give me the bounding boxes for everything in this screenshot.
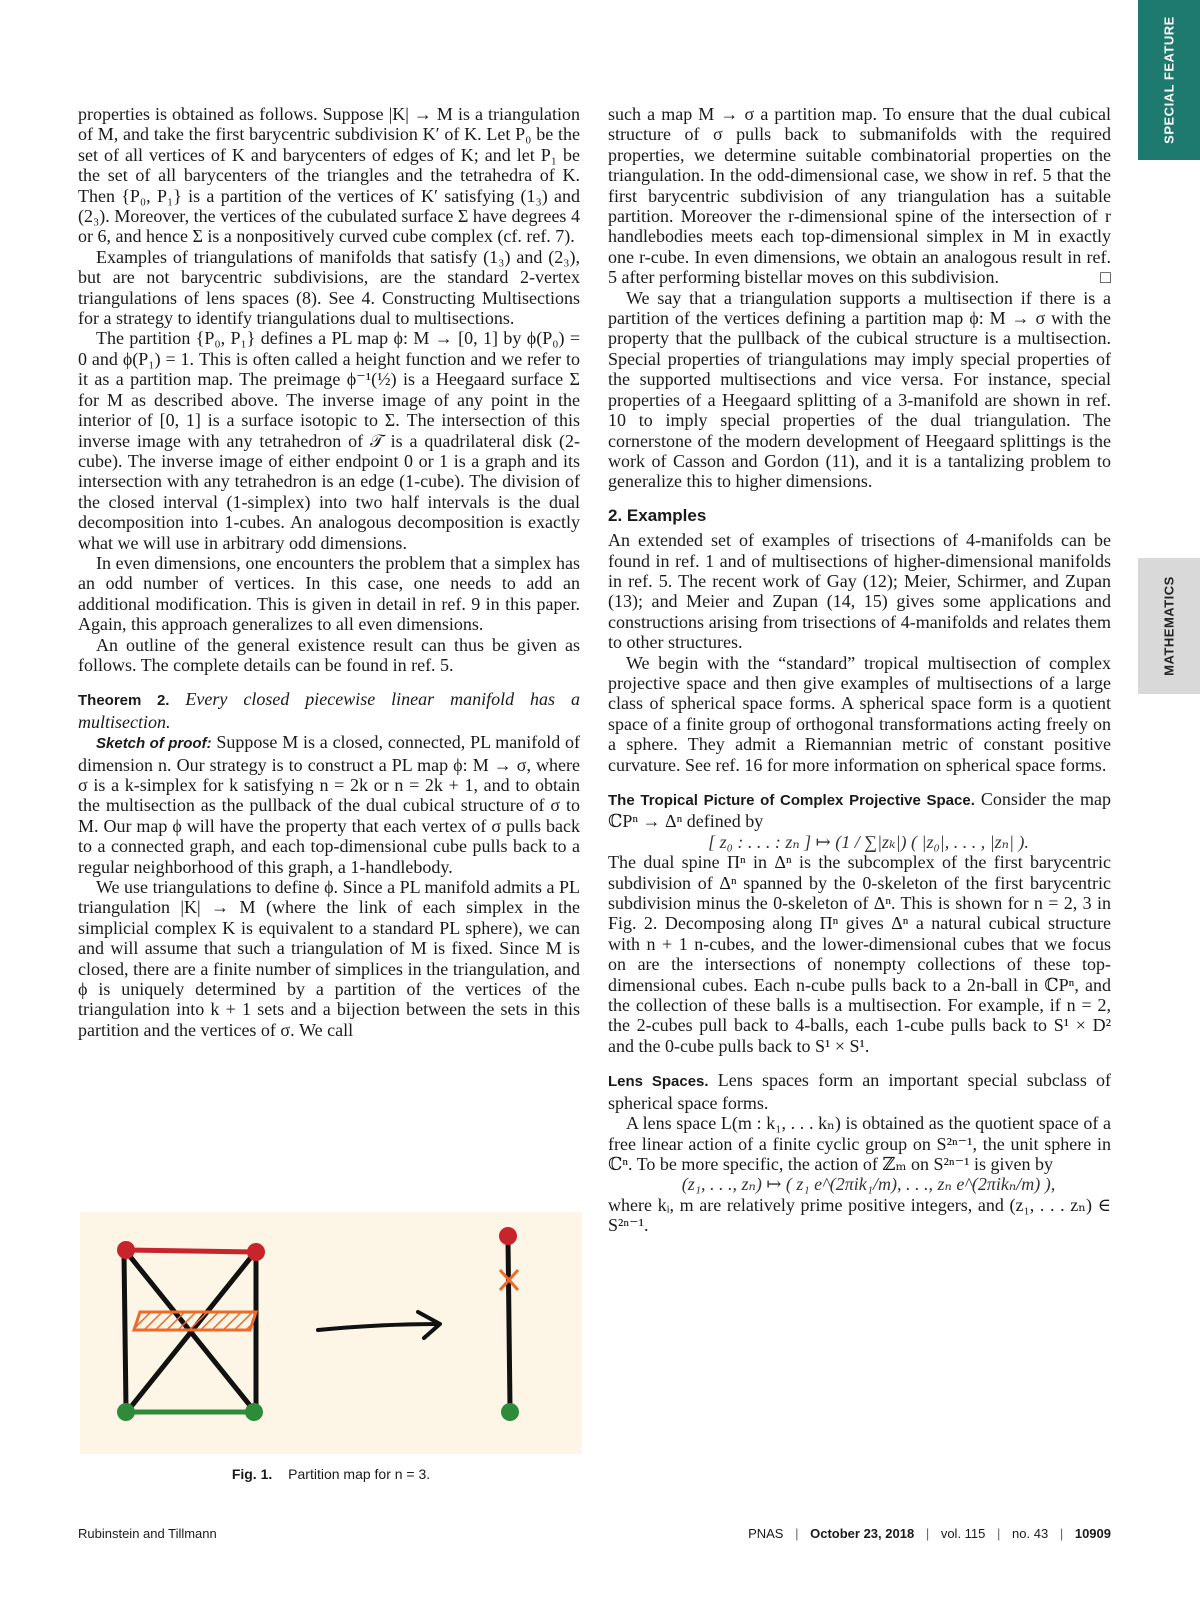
footer-authors: Rubinstein and Tillmann [78,1526,217,1541]
interval-sketch [499,1227,519,1421]
green-endpoint [501,1403,519,1421]
equation: (z₁, . . ., zₙ) ↦ ( z₁ e^(2πik₁/m), . . ., zₙ e^(2πikₙ/m) ), [681,1174,1056,1195]
subsection-heading: Lens Spaces. [608,1073,709,1091]
red-endpoint [499,1227,517,1245]
paragraph: Examples of triangulations of manifolds that satisfy (1₃) and (2₃), but are not barycentric subdivisions, are the standard 2-vertex triangulations of lens spaces (8). See 4. Constructing Multisections for a strategy to identify triangulations dual to multisections. [78,246,580,329]
footer-separator: | [795,1526,799,1541]
figure-caption [80,1466,582,1482]
interval-line [508,1240,510,1408]
paragraph: properties is obtained as follows. Suppose |K| → M is a triangulation of M, and take the first barycentric subdivision K′ of K. Let P₀ be the set of all vertices of K and barycenters of edges of K; and let P₁ be the set of all barycenters of the triangles and the tetrahedra of K. Then {P₀, P₁} is a partition of the vertices of K′ satisfying (1₃) and (2₃). Moreover, the vertices of the cubulated surface Σ have degrees 4 or 6, and hence Σ is a nonpositively curved cube complex (cf. ref. 7). [78,104,580,247]
subsection-paragraph [608,1070,1111,1113]
subsection-paragraph [608,789,1111,832]
paragraph: We say that a triangulation supports a multisection if there is a partition of the vertices defining a partition map ϕ: M → σ with the property that the pullback of the cubical structure is a multisection. Special properties of triangulations may imply special properties of the supported multisections and vice versa. For instance, special properties of a Heegaard splitting of a 3-manifold are shown in ref. 10 to imply special properties of the dual triangulation. The cornerstone of the modern development of Heegaard splittings is the work of Casson and Gordon (11), and it is a tantalizing problem to generalize this to higher dimensions. [608,287,1111,492]
tetrahedron-sketch [117,1241,265,1421]
paragraph: where kᵢ, m are relatively prime positive integers, and (z₁, . . . zₙ) ∈ S²ⁿ⁻¹. [608,1194,1111,1236]
subsection-heading: The Tropical Picture of Complex Projective Space. [608,792,975,809]
green-vertex [117,1403,135,1421]
right-column [608,104,1111,1236]
footer-separator: | [997,1526,1001,1541]
footer-separator: | [925,1526,930,1541]
section-tab-label: SPECIAL FEATURE [1161,16,1177,144]
theorem-text: Every closed piecewise linear manifold has a multisection. [78,689,580,732]
paragraph: A lens space L(m : k₁, . . . kₙ) is obtained as the quotient space of a free linear action of a finite cyclic group on S²ⁿ⁻¹, the unit sphere in ℂⁿ. To be more specific, the action of ℤₘ on S²ⁿ⁻¹ is given by [608,1113,1111,1174]
theorem [78,689,580,732]
figure-partition-map [80,1212,582,1454]
sketch-text: Suppose M is a closed, connected, PL manifold of dimension n. Our strategy is to construct a PL map ϕ: M → σ, where σ is a k-simplex for k satisfying n = 2k or n = 2k + 1, and to obtain the multisection as the pullback of the dual cubical structure of σ to M. Our map ϕ will have the property that each vertex of σ pulls back to a connected graph, and each top-dimensional cube pulls back to a regular neighborhood of this graph, a 1-handlebody. [78,732,581,877]
section-tab-label: MATHEMATICS [1161,576,1177,676]
figure-drawing [80,1212,582,1454]
paragraph: We begin with the “standard” tropical multisection of complex projective space and then give examples of multisections of a large class of spherical space forms. A spherical space form is a quotient space of a finite group of orthogonal transformations acting freely on a sphere. They admit a Riemannian metric of constant positive curvature. See ref. 16 for more information on spherical space forms. [608,652,1111,775]
paragraph: An outline of the general existence result can thus be given as follows. The complete details can be found in ref. 5. [78,634,580,675]
section-heading: 2. Examples [608,505,707,525]
equation: [ z₀ : . . . : zₙ ] ↦ (1 / ∑|zₖ|) ( |z₀|, . . . , |zₙ| ). [708,831,1029,852]
section-tab-mathematics [1138,558,1200,694]
top-edge [126,1250,256,1252]
footer-volume: vol. 115 [940,1526,986,1541]
section-tab-special-feature [1138,0,1200,160]
qed-symbol: □ [1100,267,1111,288]
footer-page-number: 10909 [1074,1526,1111,1541]
paragraph: An extended set of examples of trisections of 4-manifolds can be found in ref. 1 and of multisections of higher-dimensional manifolds in ref. 5. The recent work of Gay (12); Meier, Schirmer, and Zupan (13); and Meier and Zupan (14, 15) gives some applications and constructions arising from trisections of 4-manifolds and relates them to other structures. [608,530,1111,653]
green-vertex [245,1403,263,1421]
map-arrow [318,1312,440,1338]
theorem-label: Theorem 2. [78,692,170,710]
quadrilateral-disk [134,1312,256,1330]
paragraph: The dual spine Πⁿ in Δⁿ is the subcomplex of the first barycentric subdivision of Δⁿ spanned by the 0-skeleton of the first barycentric subdivision minus the 0-skeleton of Δⁿ. This is shown for n = 2, 3 in Fig. 2. Decomposing along Πⁿ gives Δⁿ a natural cubical structure with n + 1 n-cubes, and the lower-dimensional cubes that we focus on are the intersections of nonempty collections of these top-dimensional cubes. Each n-cube pulls back to a 2n-ball in ℂPⁿ, and the collection of these balls is a multisection. For example, if n = 2, the 2-cubes pull back to 4-balls, each 1-cube pulls back to S¹ × D² and the 0-cube pulls back to S¹ × S¹. [608,852,1111,1056]
subsection-text: Consider the map ℂPⁿ → Δⁿ defined by [608,789,1111,832]
footer-issue: no. 43 [1012,1526,1049,1541]
footer-journal: PNAS [748,1526,784,1541]
paragraph-text: such a map M → σ a partition map. To ensure that the dual cubical structure of σ pulls back to submanifolds with the required properties, we determine suitable combinatorial properties on the triangulation. In the odd-dimensional case, we show in ref. 5 that the first barycentric subdivision of any triangulation has a suitable partition. Moreover the r-dimensional spine of the intersection of r handlebodies meets each top-dimensional simplex in M in exactly one r-cube. In even dimensions, we obtain an analogous result in ref. 5 after performing bistellar moves on this subdivision. [608,104,1111,288]
left-edge [124,1254,126,1408]
proof-sketch [78,732,580,877]
paragraph: In even dimensions, one encounters the problem that a simplex has an odd number of vertices. In this case, one needs to add an additional modification. This is given in detail in ref. 9 in this paper. Again, this approach generalizes to all even dimensions. [78,552,580,635]
figure-label: Fig. 1. [231,1466,273,1482]
subsection-text: Lens spaces form an important special subclass of spherical space forms. [608,1070,1112,1113]
paragraph: The partition {P₀, P₁} defines a PL map ϕ: M → [0, 1] by ϕ(P₀) = 0 and ϕ(P₁) = 1. This is often called a height function and we refer to it as a partition map. The preimage ϕ⁻¹(½) is a Heegaard surface Σ for M as described above. The inverse image of any point in the interior of [0, 1] is a surface isotopic to Σ. The intersection of this inverse image with any tetrahedron of 𝒯 is a quadrilateral disk (2-cube). The inverse image of either endpoint 0 or 1 is a graph and its intersection with any tetrahedron is an edge (1-cube). The division of the closed interval (1-simplex) into two half intervals is the dual decomposition into 1-cubes. An analogous decomposition is exactly what we will use in arbitrary odd dimensions. [78,328,580,553]
paragraph: We use triangulations to define ϕ. Since a PL manifold admits a PL triangulation |K| → M (where the link of each simplex in the simplicial complex K is equivalent to a standard PL sphere), we can and will assume that such a triangulation of M is fixed. Since M is closed, there are a finite number of simplices in the triangulation, and ϕ is uniquely determined by a partition of the vertices of the triangulation into k + 1 sets and a bijection between the sets in this partition and the vertices of σ. We call [78,877,580,1040]
red-vertex [117,1241,135,1259]
left-column [78,104,580,1040]
footer-separator: | [1059,1526,1064,1541]
footer-date: October 23, 2018 [810,1526,915,1541]
red-vertex [247,1243,265,1261]
paragraph [608,104,1111,288]
sketch-label: Sketch of proof: [96,735,212,753]
footer-journal-info [748,1526,1111,1541]
figure-caption-text: Partition map for n = 3. [288,1466,431,1482]
